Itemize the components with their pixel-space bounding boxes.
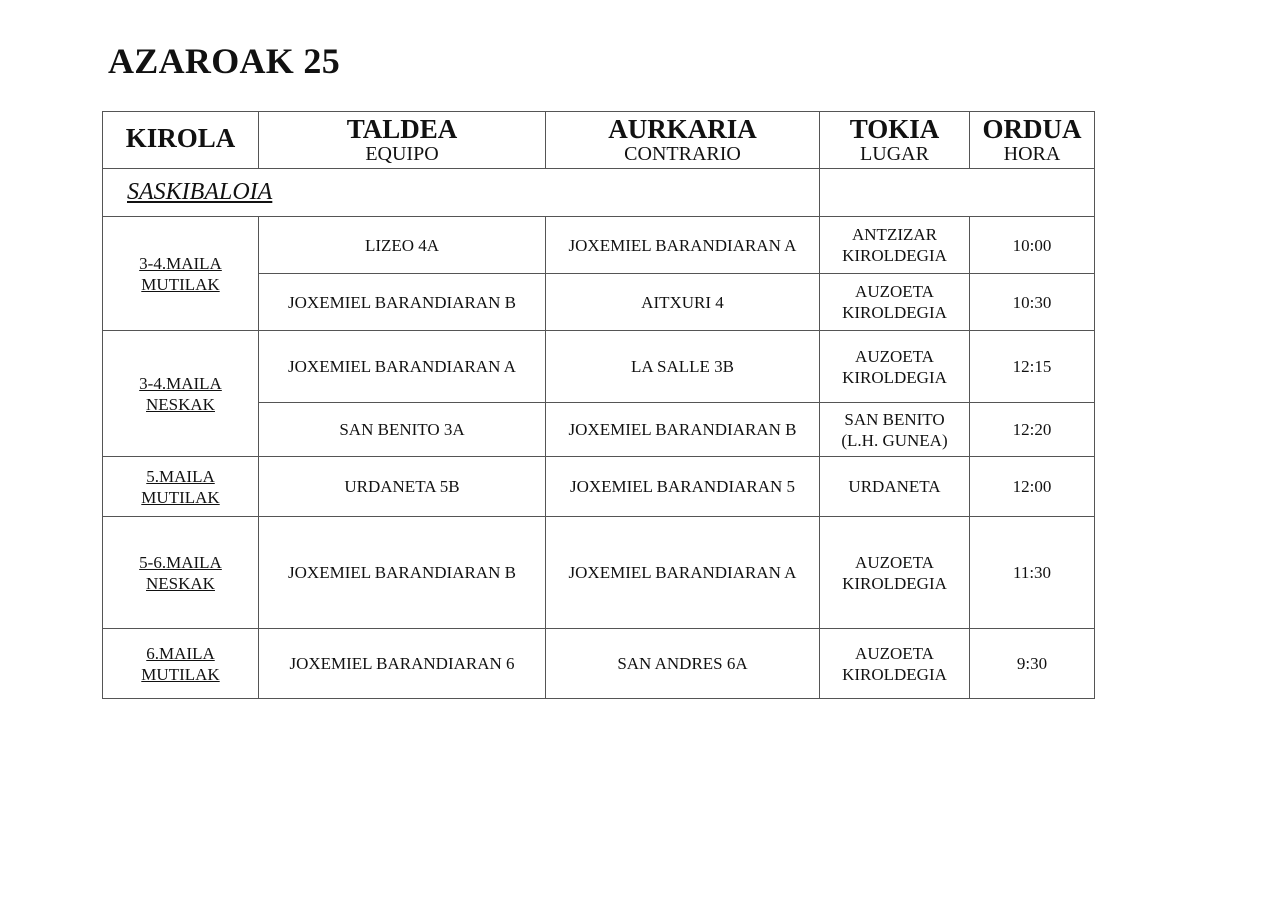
opponent-cell: AITXURI 4 xyxy=(546,274,820,331)
team-cell: JOXEMIEL BARANDIARAN 6 xyxy=(259,629,546,699)
team-cell: URDANETA 5B xyxy=(259,457,546,517)
header-aurkaria-label: AURKARIA xyxy=(608,114,757,144)
place-cell: URDANETA xyxy=(820,457,970,517)
header-taldea-label: TALDEA xyxy=(346,114,458,144)
header-ordua-sublabel: HORA xyxy=(1003,143,1061,165)
section-blank-cell xyxy=(820,169,1095,217)
time-cell: 12:20 xyxy=(970,403,1095,457)
place-cell: AUZOETA KIROLDEGIA xyxy=(820,517,970,629)
table-row xyxy=(103,457,1095,517)
opponent-cell: SAN ANDRES 6A xyxy=(546,629,820,699)
time-cell: 11:30 xyxy=(970,517,1095,629)
page-title: AZAROAK 25 xyxy=(108,41,341,81)
header-tokia xyxy=(820,112,970,169)
section-title: SASKIBALOIA xyxy=(103,169,820,217)
category-cell: 5-6.MAILA NESKAK xyxy=(103,517,259,629)
category-cell: 6.MAILA MUTILAK xyxy=(103,629,259,699)
category-cell: 3-4.MAILA NESKAK xyxy=(103,331,259,457)
header-taldea-sublabel: EQUIPO xyxy=(365,143,439,165)
opponent-cell: LA SALLE 3B xyxy=(546,331,820,403)
section-row xyxy=(103,169,1095,217)
header-tokia-label: TOKIA xyxy=(849,114,940,144)
table-row xyxy=(103,517,1095,629)
team-cell: SAN BENITO 3A xyxy=(259,403,546,457)
time-cell: 9:30 xyxy=(970,629,1095,699)
category-cell: 5.MAILA MUTILAK xyxy=(103,457,259,517)
header-row xyxy=(103,112,1095,169)
time-cell: 10:30 xyxy=(970,274,1095,331)
opponent-cell: JOXEMIEL BARANDIARAN A xyxy=(546,517,820,629)
place-cell: AUZOETA KIROLDEGIA xyxy=(820,331,970,403)
header-aurkaria xyxy=(546,112,820,169)
header-kirola-label: KIROLA xyxy=(125,123,236,153)
place-cell: AUZOETA KIROLDEGIA xyxy=(820,629,970,699)
place-cell: SAN BENITO (L.H. GUNEA) xyxy=(820,403,970,457)
time-cell: 12:00 xyxy=(970,457,1095,517)
header-taldea xyxy=(259,112,546,169)
time-cell: 10:00 xyxy=(970,217,1095,274)
header-ordua xyxy=(970,112,1095,169)
team-cell: JOXEMIEL BARANDIARAN B xyxy=(259,517,546,629)
opponent-cell: JOXEMIEL BARANDIARAN B xyxy=(546,403,820,457)
team-cell: JOXEMIEL BARANDIARAN B xyxy=(259,274,546,331)
table-row xyxy=(103,217,1095,274)
table-row xyxy=(103,331,1095,403)
time-cell: 12:15 xyxy=(970,331,1095,403)
header-kirola xyxy=(103,112,259,169)
place-cell: AUZOETA KIROLDEGIA xyxy=(820,274,970,331)
category-cell: 3-4.MAILA MUTILAK xyxy=(103,217,259,331)
opponent-cell: JOXEMIEL BARANDIARAN A xyxy=(546,217,820,274)
header-ordua-label: ORDUA xyxy=(982,114,1082,144)
schedule-table xyxy=(102,111,1095,699)
team-cell: JOXEMIEL BARANDIARAN A xyxy=(259,331,546,403)
team-cell: LIZEO 4A xyxy=(259,217,546,274)
header-aurkaria-sublabel: CONTRARIO xyxy=(624,143,741,165)
table-row xyxy=(103,629,1095,699)
place-cell: ANTZIZAR KIROLDEGIA xyxy=(820,217,970,274)
header-tokia-sublabel: LUGAR xyxy=(860,143,929,165)
opponent-cell: JOXEMIEL BARANDIARAN 5 xyxy=(546,457,820,517)
